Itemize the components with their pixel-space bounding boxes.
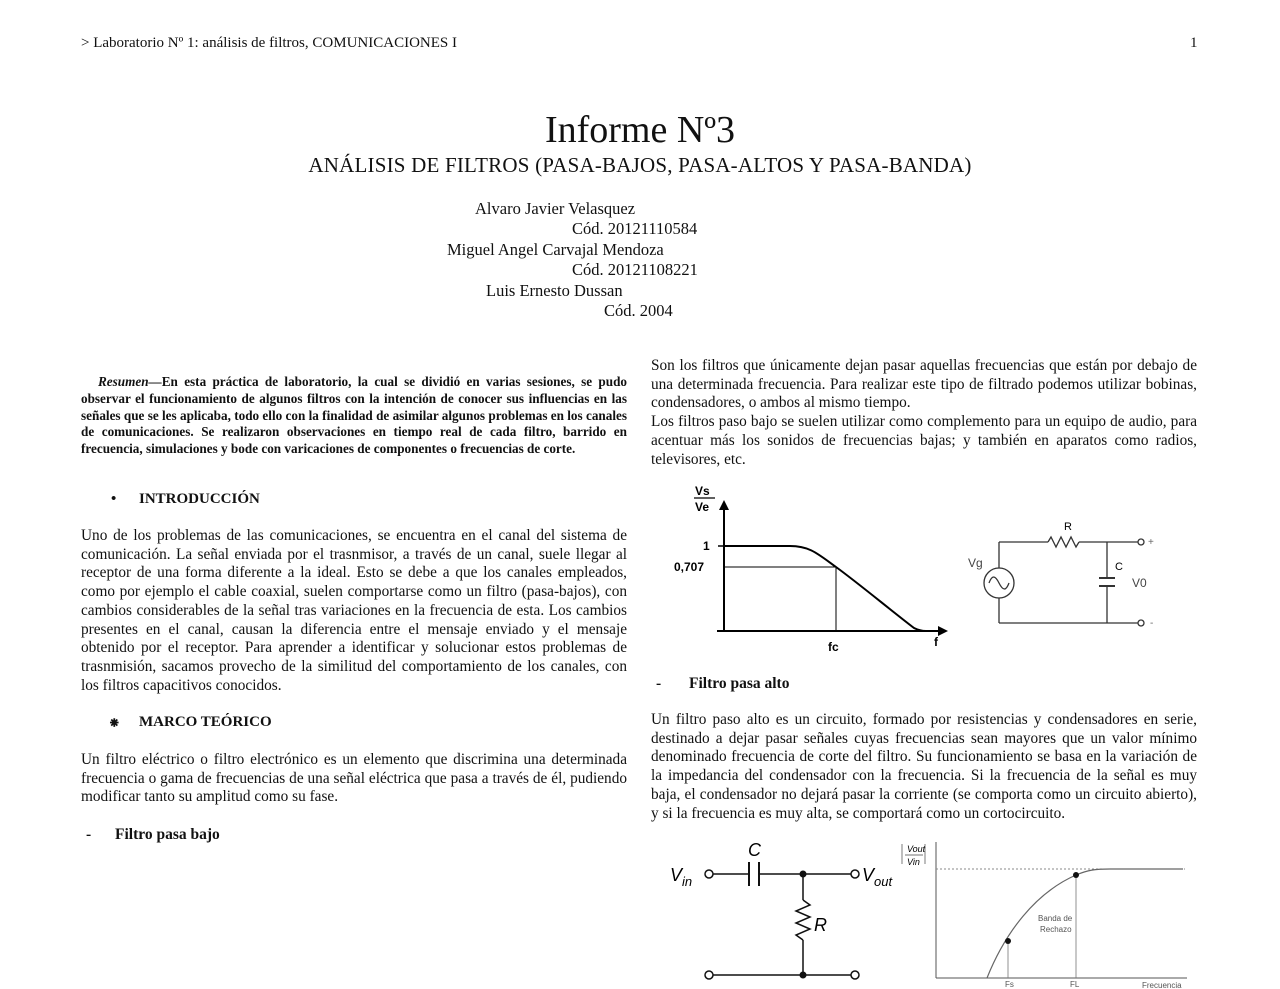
terminal-node xyxy=(851,870,859,878)
circuit-label-c: C xyxy=(748,840,761,860)
author-name: Luis Ernesto Dussan xyxy=(486,281,623,300)
paper-subtitle: ANÁLISIS DE FILTROS (PASA-BAJOS, PASA-ALTOS Y PASA-BANDA) xyxy=(308,153,972,177)
sine-icon xyxy=(989,577,1009,589)
author-code: Cód. 20121108221 xyxy=(572,260,698,279)
circuit-label-minus: - xyxy=(1150,618,1154,629)
author-name: Alvaro Javier Velasquez xyxy=(475,199,636,218)
author-name: Miguel Angel Carvajal Mendoza xyxy=(447,240,664,259)
high-pass-paragraph: Un filtro paso alto es un circuito, formado por resistencias y condensadores en serie, destinado a dejar pasar señales cuyas frecuencias sean mayores que un valor mínimo denominado frecuencia de corte del filtro. Su funcionamiento se basa en la variación de la impedancia del condensador con la frecuencia. Si la frecuencia de la señal es muy baja, el condensador no dejará pasar la corriente (se comporta como un circuito abierto), y si la frecuencia es muy alta, se comportará como un cortocircuito. xyxy=(651,711,1197,822)
plot-band-label: Rechazo xyxy=(1040,925,1072,934)
high-pass-response-plot xyxy=(895,838,1195,989)
section-heading-marco: MARCO TEÓRICO xyxy=(139,714,272,730)
plot-response-curve xyxy=(987,869,1183,978)
low-pass-intro xyxy=(651,357,1197,469)
marco-paragraph: Un filtro eléctrico o filtro electrónico es un elemento que discrimina una determinada frecuencia o gama de frecuencias de una señal eléctrica que pasa a través de él, pudiendo modificar tanto su amplitud como su fase. xyxy=(81,751,627,806)
plot-x-label-fs: Fs xyxy=(1005,980,1014,989)
junction-dot xyxy=(800,972,807,979)
abstract-label: Resumen— xyxy=(98,374,162,389)
running-header: > Laboratorio Nº 1: análisis de filtros, COMUNICACIONES I xyxy=(81,35,457,51)
low-pass-paragraph-1: Son los filtros que únicamente dejan pasar aquellas frecuencias que están por debajo de una determinada frecuencia. Para realizar este tipo de filtrado podemos utilizar bobinas, condensadores, o ambos al mismo tiempo. xyxy=(651,357,1197,412)
subsection-dash: - xyxy=(656,675,662,692)
abstract xyxy=(81,374,627,458)
circuit-label-vout: $V_{out}$ xyxy=(862,865,893,889)
circuit-label-c: C xyxy=(1115,561,1123,573)
plot-y-label-num: Vout xyxy=(907,844,926,854)
subsection-heading-high-pass: Filtro pasa alto xyxy=(689,675,790,692)
author-code: Cód. 2004 xyxy=(604,301,673,320)
resistor-symbol xyxy=(1048,537,1079,547)
subsection-dash: - xyxy=(86,826,92,843)
author-code: Cód. 20121110584 xyxy=(572,219,698,238)
plot-tick-label-0707: 0,707 xyxy=(674,560,705,574)
low-pass-response-plot xyxy=(668,480,958,655)
plot-marker-fl xyxy=(1073,872,1079,878)
circuit-label-vo: V0 xyxy=(1132,576,1147,590)
terminal-node xyxy=(1138,620,1144,626)
plot-x-label-fl: FL xyxy=(1070,980,1080,989)
low-pass-circuit xyxy=(962,515,1162,630)
plot-x-label-f: f xyxy=(934,635,938,649)
circuit-label-r: R xyxy=(1064,521,1072,533)
plot-y-label-top: Vs xyxy=(695,484,710,498)
plot-x-arrow xyxy=(938,626,948,636)
circuit-label-vg: Vg xyxy=(968,556,983,570)
plot-marker-fs xyxy=(1005,938,1011,944)
paper-title: Informe Nº3 xyxy=(544,109,736,151)
high-pass-circuit xyxy=(660,838,905,989)
plot-y-arrow xyxy=(719,500,729,510)
section-heading-intro: INTRODUCCIÓN xyxy=(139,491,260,507)
terminal-node xyxy=(1138,539,1144,545)
plot-tick-label-1: 1 xyxy=(703,539,710,553)
plot-x-label-fc: fc xyxy=(828,640,839,654)
resistor-symbol xyxy=(796,900,810,940)
junction-dot xyxy=(800,871,807,878)
section-bullet: • xyxy=(111,491,117,507)
intro-paragraph: Uno de los problemas de las comunicaciones, se encuentra en el canal del sistema de comunicación. La señal enviada por el trasnmisor, a través de un canal, suele llegar al receptor de una forma diferente a la ideal. Esto se debe a que los canales empleados, como por ejemplo el cable coaxial, suelen comportarse como un filtro (pasa-bajos), con cambios considerables de la señal tras variaciones en la frecuencia de esta. Los cambios presentes en el canal, causan la diferencia entre el mensaje enviado y el mensaje obtenido por el receptor. Para aprender a identificar y solucionar estos problemas de trasnmisión, sacamos provecho de la similitud del comportamiento de los canales, con los filtros capacitivos conocidos. xyxy=(81,527,627,694)
terminal-node xyxy=(705,971,713,979)
low-pass-paragraph-2: Los filtros paso bajo se suelen utilizar como complemento para un equipo de audio, para acentuar más los sonidos de frecuencias bajas; y también en aparatos como radios, televisores, etc. xyxy=(651,413,1197,468)
plot-band-label: Banda de xyxy=(1038,914,1073,923)
plot-response-curve xyxy=(724,546,926,631)
section-bullet: ⁕ xyxy=(108,716,121,732)
plot-y-label-den: Vin xyxy=(907,857,920,867)
terminal-node xyxy=(851,971,859,979)
circuit-label-vin: $V_{in}$ xyxy=(670,865,693,889)
plot-y-label-bottom: Ve xyxy=(695,500,710,514)
circuit-label-r: R xyxy=(814,915,827,935)
plot-x-label: Frecuencia xyxy=(1142,981,1182,989)
terminal-node xyxy=(705,870,713,878)
subsection-heading-low-pass: Filtro pasa bajo xyxy=(115,826,220,843)
page-number: 1 xyxy=(1190,35,1198,51)
abstract-text: En esta práctica de laboratorio, la cual se dividió en varias sesiones, se pudo observar el funcionamiento de algunos filtros con la intención de conocer sus influencias en las señales que se les aplicaba, todo ello con la finalidad de asimilar algunos problemas en los canales de comunicaciones. Se realizaron observaciones en tiempo real de cada filtro, barrido en frecuencia, simulaciones y bode con varicaciones de componentes o frecuencias de corte. xyxy=(81,374,627,457)
circuit-label-plus: + xyxy=(1148,537,1154,548)
